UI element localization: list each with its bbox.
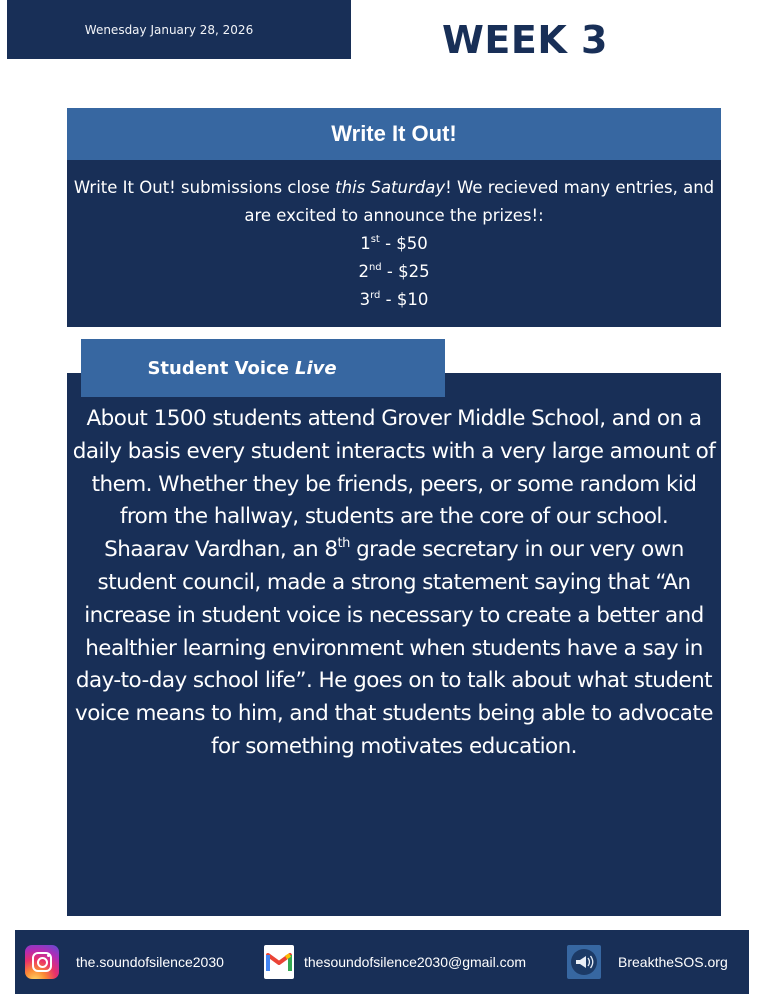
article-paragraph: About 1500 students attend Grover Middle School, and on a daily basis every student interacts with a very large amount of them. Whether they be friends, peers, or some random kid from the hallway, students are the core of our school. (72, 406, 716, 530)
footer (15, 930, 749, 994)
email-address[interactable]: thesoundofsilence2030@gmail.com (304, 954, 527, 970)
prize-suffix: nd (368, 262, 382, 273)
gmail-icon (264, 945, 294, 979)
prize-line (67, 286, 721, 314)
date-banner (7, 0, 351, 59)
intro-text: Write It Out! submissions close (73, 178, 336, 197)
article-text (67, 403, 721, 764)
prize-line (67, 230, 721, 258)
website-link[interactable]: BreaktheSOS.org (618, 954, 728, 970)
intro-emphasis: this Saturday (335, 178, 446, 197)
megaphone-icon (567, 945, 601, 979)
instagram-icon (25, 945, 59, 979)
prize-amount: - $25 (381, 262, 430, 281)
student-voice-tab (81, 339, 445, 397)
write-it-out-header (67, 108, 721, 160)
issue-date: Wenesday January 28, 2026 (84, 22, 254, 37)
prize-amount: - $50 (379, 234, 428, 253)
write-it-out-body (67, 160, 721, 327)
write-it-out-intro (67, 174, 721, 230)
footer-instagram[interactable] (25, 944, 224, 980)
ordinal-suffix: th (337, 536, 350, 552)
write-it-out-title: Write It Out! (331, 121, 457, 146)
footer-email[interactable] (264, 944, 526, 980)
prize-suffix: rd (370, 290, 381, 301)
student-voice-title: Student Voice (147, 357, 289, 379)
prize-suffix: st (370, 234, 380, 245)
article-text-part: Shaarav Vardhan, an 8 (104, 537, 338, 563)
student-voice-title-emphasis: Live (294, 357, 337, 379)
prize-line (67, 258, 721, 286)
instagram-handle[interactable]: the.soundofsilence2030 (76, 954, 224, 970)
prize-place: 1 (360, 234, 371, 253)
week-title: WEEK 3 (442, 18, 608, 62)
prize-amount: - $10 (380, 290, 429, 309)
intro-text-end: ! We recieved many entries, and are excited to announce the prizes!: (244, 178, 715, 225)
article-paragraph (67, 534, 721, 764)
prize-place: 2 (358, 262, 369, 281)
prize-place: 3 (359, 290, 371, 309)
footer-website[interactable] (567, 944, 728, 980)
article-text-part: grade secretary in our very own student council, made a strong statement saying that “An increase in student voice is necessary to create a better and healthier learning environment when students have a say in day-to-day school life”. He goes on to talk about what student voice means to him, and that students being able to advocate for something motivates education. (75, 537, 713, 759)
